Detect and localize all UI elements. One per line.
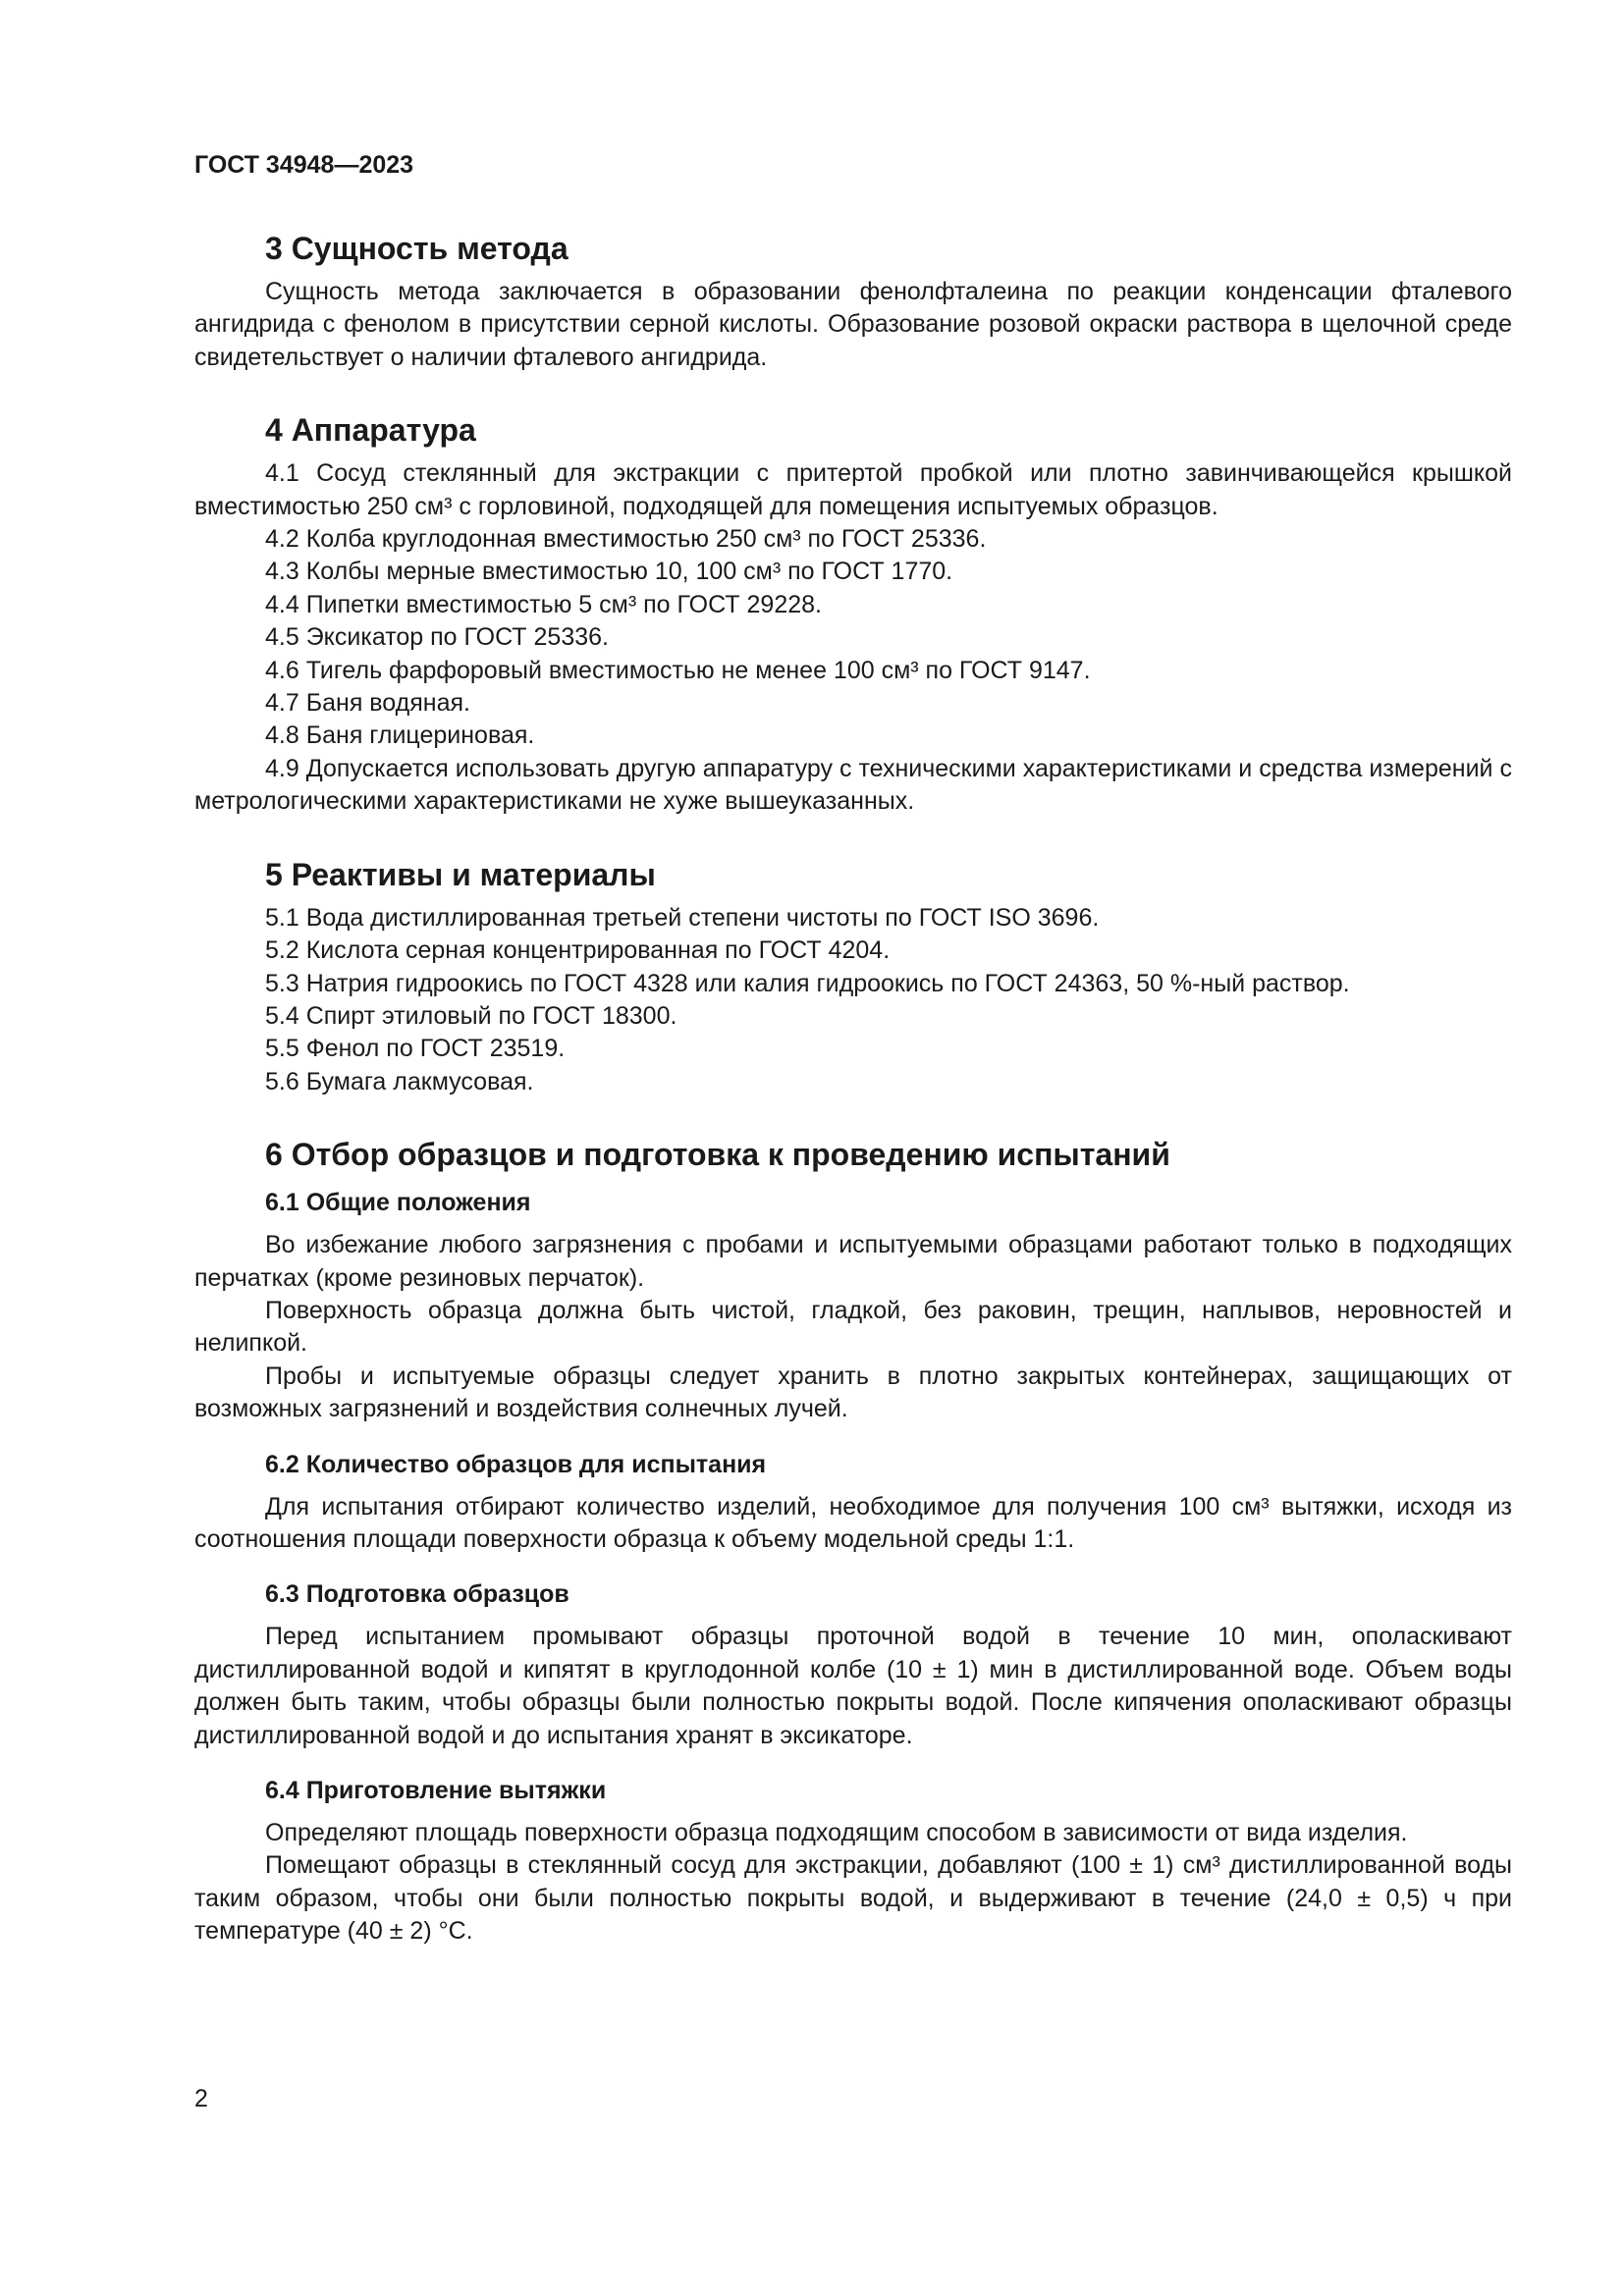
- clause-4-6: 4.6 Тигель фарфоровый вместимостью не менее 100 см³ по ГОСТ 9147.: [265, 656, 1091, 684]
- subsection-6-3: [194, 1577, 1512, 1752]
- subsection-heading: 6.2 Количество образцов для испытания: [265, 1450, 767, 1478]
- subsection-6-1: [194, 1186, 1512, 1425]
- section-5: [194, 855, 1512, 1098]
- paragraph: Сущность метода заключается в образовании фенолфталеина по реакции конденсации фталевого ангидрида с фенолом в присутствии серной кислоты. Образование розовой окраски раствора в щелочной среде свидетельствует о наличии фталевого ангидрида.: [194, 278, 1512, 371]
- section-heading: 3 Сущность метода: [265, 231, 568, 266]
- paragraph: Пробы и испытуемые образцы следует хранить в плотно закрытых контейнерах, защищающих от возможных загрязнений и воздействия солнечных лучей.: [194, 1362, 1512, 1423]
- section-heading: 6 Отбор образцов и подготовка к проведению испытаний: [265, 1137, 1170, 1173]
- clause-5-2: 5.2 Кислота серная концентрированная по ГОСТ 4204.: [265, 936, 891, 965]
- subsection-6-4: [194, 1774, 1512, 1949]
- document-page: [194, 147, 1512, 1970]
- clause-4-2: 4.2 Колба круглодонная вместимостью 250 см³ по ГОСТ 25336.: [265, 525, 987, 554]
- paragraph: Определяют площадь поверхности образца подходящим способом в зависимости от вида изделия.: [265, 1819, 1408, 1846]
- clause-4-9: 4.9 Допускается использовать другую аппаратуру с техническими характеристиками и средства измерений с метрологическими характеристиками не хуже вышеуказанных.: [194, 754, 1512, 816]
- clause-4-1: 4.1 Сосуд стеклянный для экстракции с притертой пробкой или плотно завинчивающейся крышкой вместимостью 250 см³ с горловиной, подходящей для помещения испытуемых образцов.: [194, 459, 1512, 520]
- clause-5-6: 5.6 Бумага лакмусовая.: [265, 1067, 534, 1095]
- paragraph: Помещают образцы в стеклянный сосуд для экстракции, добавляют (100 ± 1) см³ дистиллированной воды таким образом, чтобы они были полностью покрыты водой, и выдерживают в течение (24,0 ± 0,5) ч при температуре (40 ± 2) °С.: [194, 1851, 1512, 1946]
- clause-4-3: 4.3 Колбы мерные вместимостью 10, 100 см³ по ГОСТ 1770.: [265, 558, 953, 586]
- section-heading: 4 Аппаратура: [265, 412, 476, 449]
- clause-4-5: 4.5 Эксикатор по ГОСТ 25336.: [265, 623, 609, 652]
- clause-5-3: 5.3 Натрия гидроокись по ГОСТ 4328 или калия гидроокись по ГОСТ 24363, 50 %-ный раствор.: [265, 969, 1350, 997]
- document-id-header: ГОСТ 34948—2023: [194, 151, 414, 179]
- clause-5-4: 5.4 Спирт этиловый по ГОСТ 18300.: [265, 1001, 677, 1030]
- clause-4-8: 4.8 Баня глицериновая.: [265, 721, 535, 750]
- subsection-heading: 6.4 Приготовление вытяжки: [265, 1777, 607, 1804]
- section-6: [194, 1135, 1512, 1949]
- subsection-6-2: [194, 1448, 1512, 1557]
- paragraph: Во избежание любого загрязнения с пробами и испытуемыми образцами работают только в подходящих перчатках (кроме резиновых перчаток).: [194, 1231, 1512, 1292]
- clause-5-5: 5.5 Фенол по ГОСТ 23519.: [265, 1035, 566, 1063]
- subsection-heading: 6.1 Общие положения: [265, 1189, 531, 1217]
- section-heading: 5 Реактивы и материалы: [265, 856, 656, 892]
- section-3: [194, 229, 1512, 374]
- clause-5-1: 5.1 Вода дистиллированная третьей степени чистоты по ГОСТ ISO 3696.: [265, 903, 1100, 932]
- paragraph: Поверхность образца должна быть чистой, гладкой, без раковин, трещин, наплывов, неровностей и нелипкой.: [194, 1296, 1512, 1358]
- clause-4-7: 4.7 Баня водяная.: [265, 689, 470, 718]
- page-number: 2: [194, 2085, 208, 2112]
- section-4: [194, 410, 1512, 818]
- paragraph: Перед испытанием промывают образцы проточной водой в течение 10 мин, ополаскивают дистиллированной водой и кипятят в круглодонной колбе (10 ± 1) мин в дистиллированной воде. Объем воды должен быть таким, чтобы образцы были полностью покрыты водой. После кипячения ополаскивают образцы дистиллированной водой и до испытания хранят в эксикаторе.: [194, 1623, 1512, 1749]
- subsection-heading: 6.3 Подготовка образцов: [265, 1580, 569, 1609]
- paragraph: Для испытания отбирают количество изделий, необходимое для получения 100 см³ вытяжки, исходя из соотношения площади поверхности образца к объему модельной среды 1:1.: [194, 1492, 1512, 1553]
- clause-4-4: 4.4 Пипетки вместимостью 5 см³ по ГОСТ 29228.: [265, 590, 822, 618]
